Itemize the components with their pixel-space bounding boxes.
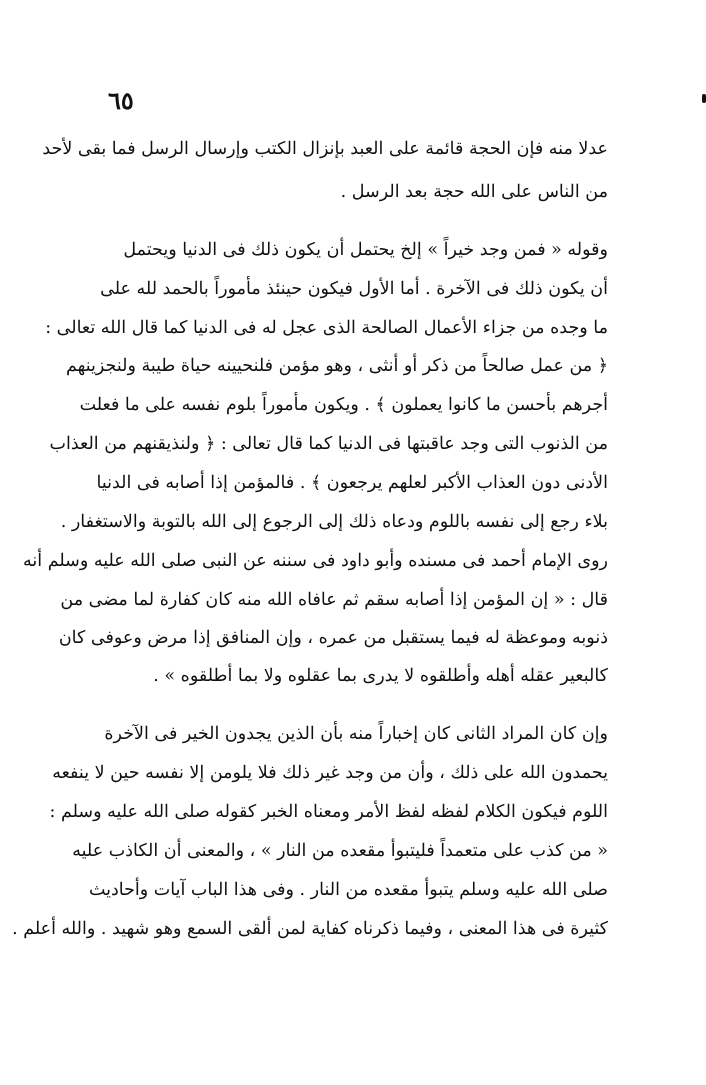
text-line: أجرهم بأحسن ما كانوا يعملون ﴾ . ويكون مأموراً بلوم نفسه على ما فعلت <box>79 395 608 415</box>
text-line: عدلا منه فإن الحجة قائمة على العبد بإنزال الكتب وإرسال الرسل فما بقى لأحد <box>42 139 608 159</box>
text-line: اللوم فيكون الكلام لفظه لفظ الأمر ومعناه الخبر كقوله صلى الله عليه وسلم : <box>49 802 608 822</box>
text-line: وقوله « فمن وجد خيراً » إلخ يحتمل أن يكون ذلك فى الدنيا ويحتمل <box>123 240 608 260</box>
text-line: يحمدون الله على ذلك ، وأن من وجد غير ذلك فلا يلومن إلا نفسه حين لا ينفعه <box>52 763 608 783</box>
text-line: بلاء رجع إلى نفسه باللوم ودعاه ذلك إلى الرجوع إلى الله بالتوبة والاستغفار . <box>60 512 608 532</box>
text-line: « من كذب على متعمداً فليتبوأ مقعده من النار » ، والمعنى أن الكاذب عليه <box>72 841 608 861</box>
text-line: صلى الله عليه وسلم يتبوأ مقعده من النار . وفى هذا الباب آيات وأحاديث <box>88 880 608 900</box>
text-line: قال : « إن المؤمن إذا أصابه سقم ثم عافاه الله منه كان كفارة لما مضى من <box>60 590 608 610</box>
text-line: كالبعير عقله أهله وأطلقوه لا يدرى بما عقلوه ولا بما أطلقوه » . <box>153 666 608 686</box>
text-line: ما وجده من جزاء الأعمال الصالحة الذى عجل له فى الدنيا كما قال الله تعالى : <box>45 318 608 338</box>
text-line: كثيرة فى هذا المعنى ، وفيما ذكرناه كفاية لمن ألقى السمع وهو شهيد . والله أعلم . <box>12 919 608 939</box>
margin-mark <box>702 94 706 103</box>
text-line: من الذنوب التى وجد عاقبتها فى الدنيا كما قال تعالى : ﴿ ولنذيقنهم من العذاب <box>49 434 608 454</box>
text-line: ﴿ من عمل صالحاً من ذكر أو أنثى ، وهو مؤمن فلنحيينه حياة طيبة ولنجزينهم <box>66 356 608 376</box>
text-line: من الناس على الله حجة بعد الرسل . <box>340 182 608 202</box>
text-line: أن يكون ذلك فى الآخرة . أما الأول فيكون حينئذ مأموراً بالحمد لله على <box>100 279 608 299</box>
text-line: روى الإمام أحمد فى مسنده وأبو داود فى سننه عن النبى صلى الله عليه وسلم أنه <box>23 551 608 571</box>
text-line: الأدنى دون العذاب الأكبر لعلهم يرجعون ﴾ . فالمؤمن إذا أصابه فى الدنيا <box>96 473 608 493</box>
page-number: ٦٥ <box>108 86 134 115</box>
text-line: وإن كان المراد الثانى كان إخباراً منه بأن الذين يجدون الخير فى الآخرة <box>104 724 608 744</box>
text-line: ذنوبه وموعظة له فيما يستقبل من عمره ، وإن المنافق إذا مرض وعوفى كان <box>58 628 608 648</box>
